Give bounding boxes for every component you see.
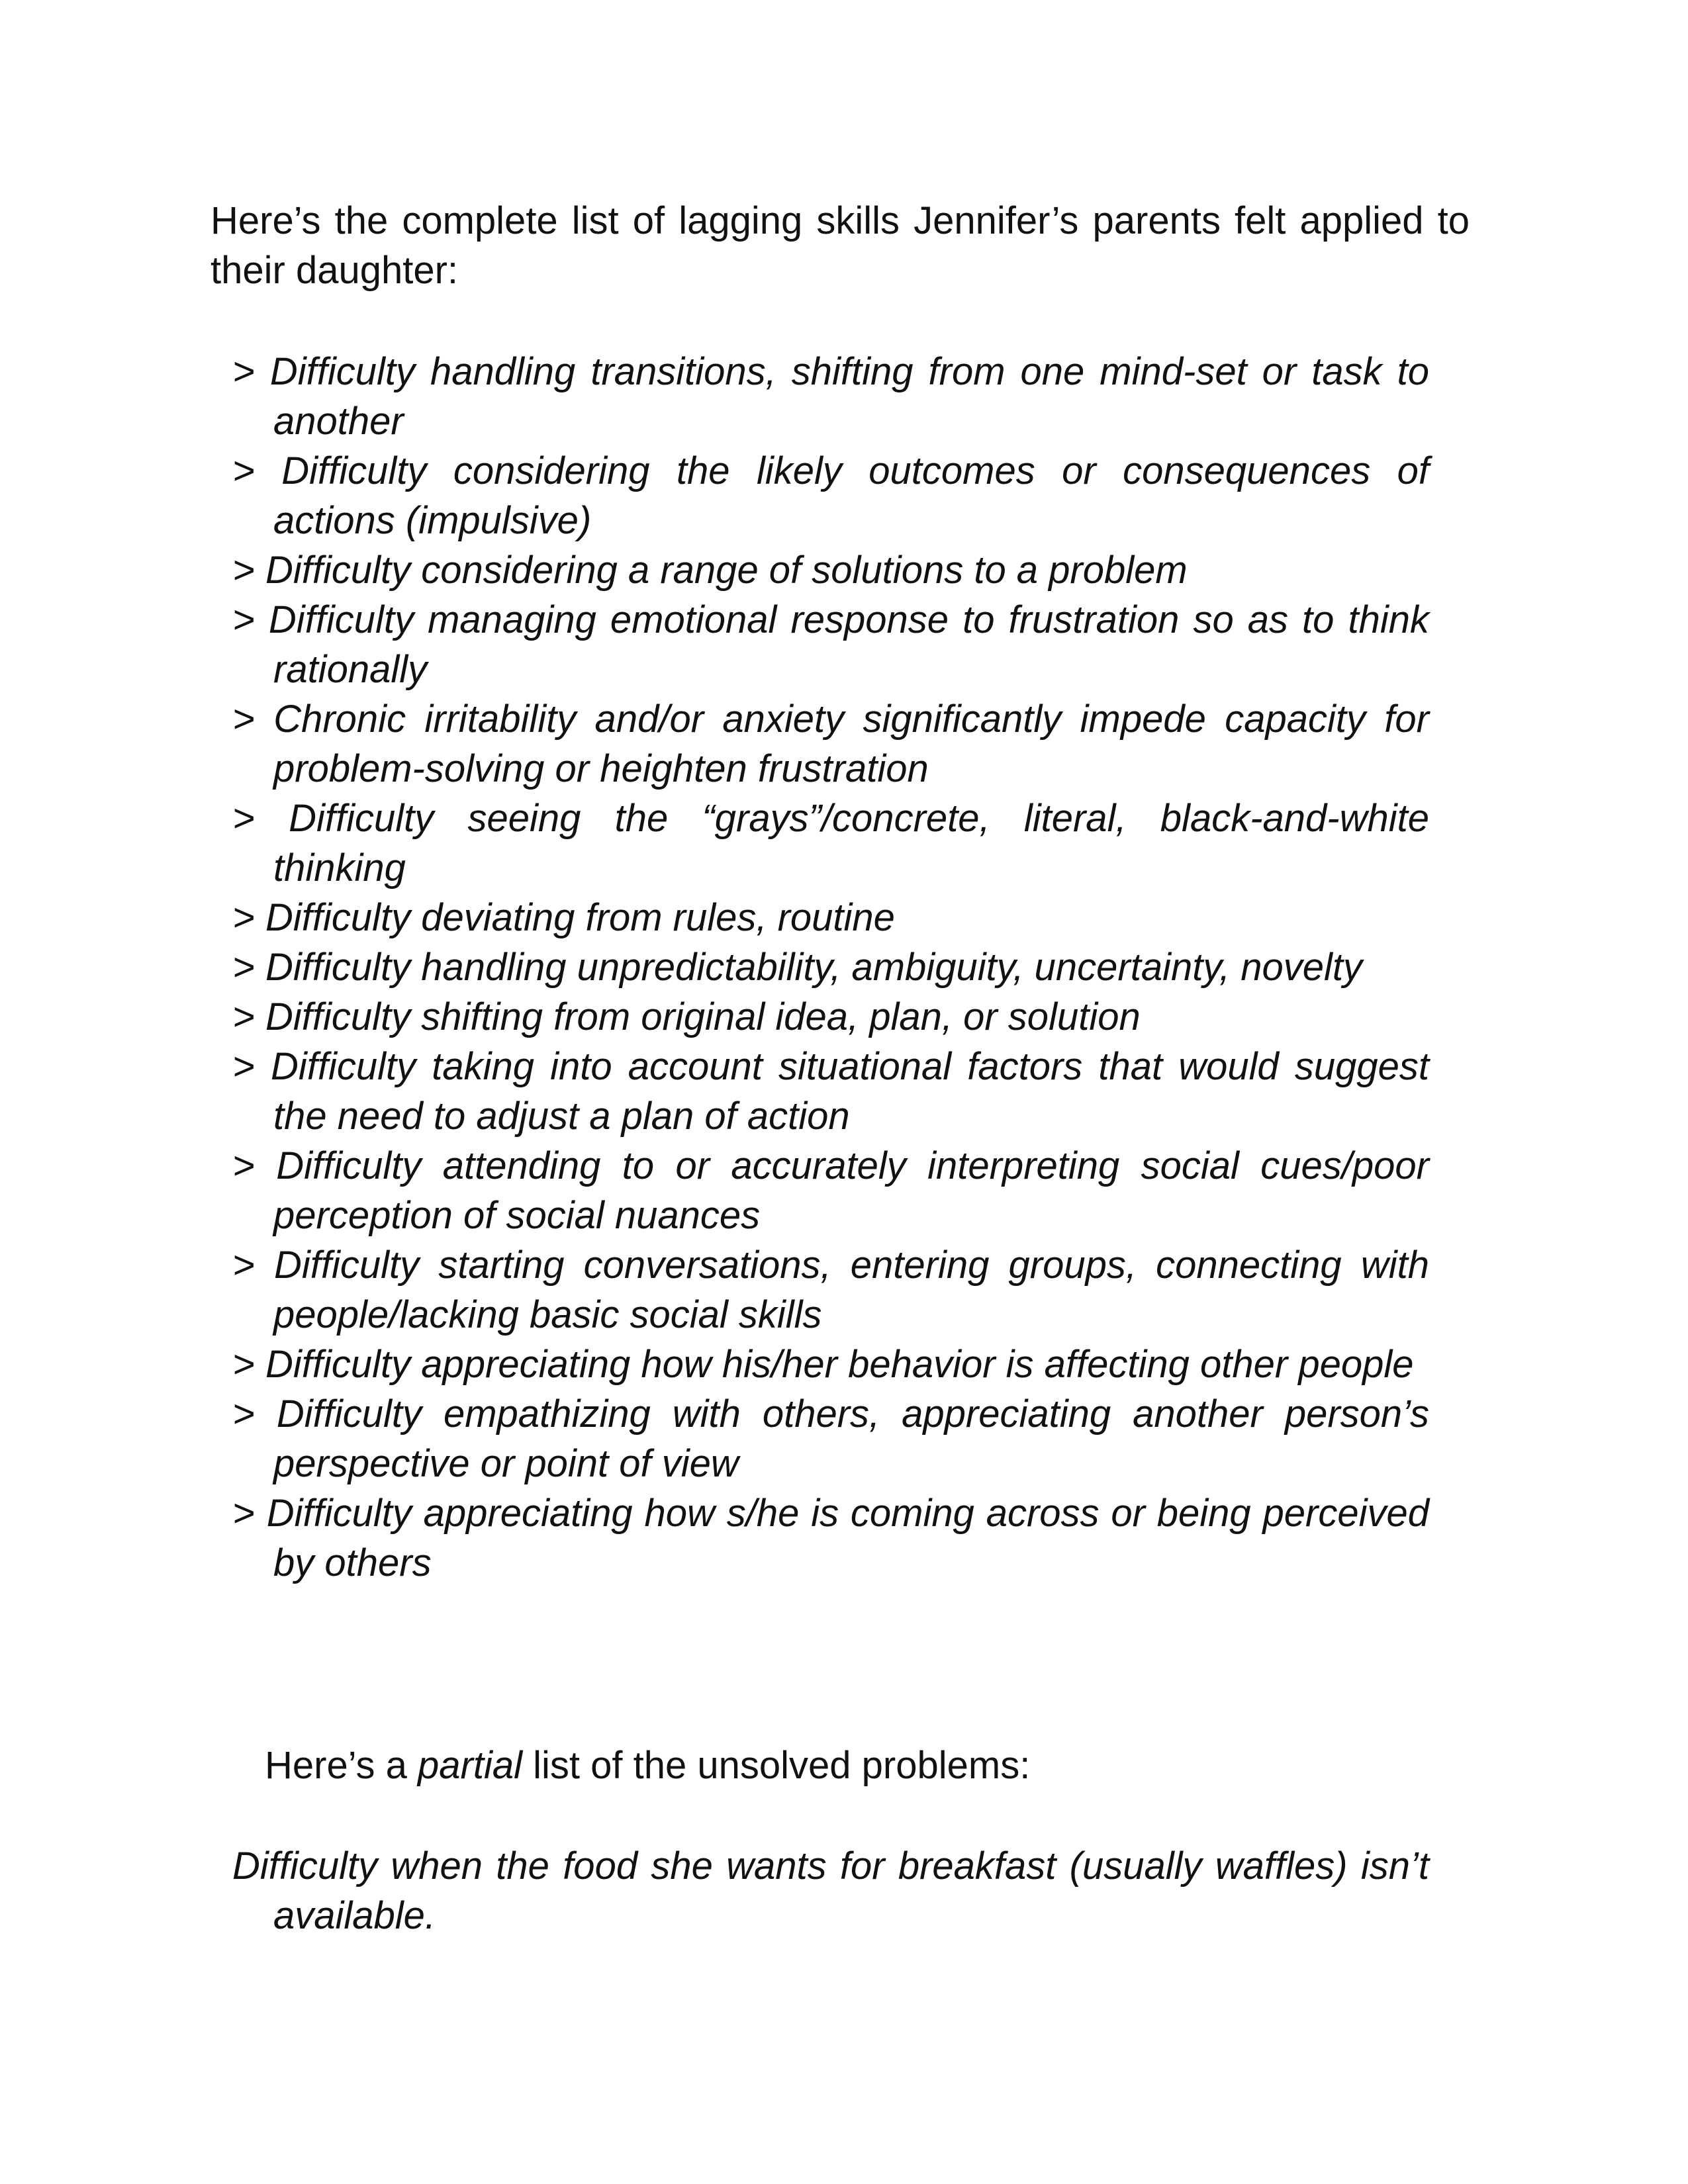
skill-item: > Chronic irritability and/or anxiety significantly impede capacity for problem-solving or heighten frustration: [232, 698, 1429, 790]
lagging-skills-list: [232, 347, 1429, 1588]
skill-item: > Difficulty taking into account situational factors that would suggest the need to adjust a plan of action: [232, 1045, 1429, 1138]
skill-item: > Difficulty considering a range of solutions to a problem: [232, 549, 1188, 592]
skill-item: > Difficulty starting conversations, entering groups, connecting with people/lacking basic social skills: [232, 1244, 1429, 1336]
skill-item: > Difficulty attending to or accurately interpreting social cues/poor perception of social nuances: [232, 1144, 1429, 1237]
skill-item: > Difficulty deviating from rules, routine: [232, 896, 895, 939]
skill-item: > Difficulty seeing the “grays”/concrete, literal, black-and-white thinking: [232, 797, 1429, 889]
intro-paragraph: Here’s the complete list of lagging skills Jennifer’s parents felt applied to their daughter:: [211, 199, 1470, 292]
skill-item: > Difficulty handling unpredictability, ambiguity, uncertainty, novelty: [232, 946, 1363, 989]
skill-item: > Difficulty handling transitions, shifting from one mind-set or task to another: [232, 350, 1429, 443]
skill-item: > Difficulty considering the likely outcomes or consequences of actions (impulsive): [232, 449, 1429, 542]
subhead-text-after: list of the unsolved problems:: [522, 1744, 1031, 1787]
subhead-text-before: Here’s a: [265, 1744, 418, 1787]
subhead-emphasis: partial: [418, 1744, 523, 1787]
skill-item: > Difficulty shifting from original idea, plan, or solution: [232, 995, 1141, 1038]
skill-item: > Difficulty empathizing with others, appreciating another person’s perspective or point of view: [232, 1392, 1429, 1485]
skill-item: > Difficulty appreciating how his/her behavior is affecting other people: [232, 1343, 1414, 1386]
skill-item: > Difficulty appreciating how s/he is coming across or being perceived by others: [232, 1492, 1429, 1584]
unsolved-problem-item: Difficulty when the food she wants for breakfast (usually waffles) isn’t available.: [232, 1844, 1429, 1937]
unsolved-problems-heading: [265, 1741, 1030, 1790]
skill-item: > Difficulty managing emotional response to frustration so as to think rationally: [232, 598, 1429, 691]
